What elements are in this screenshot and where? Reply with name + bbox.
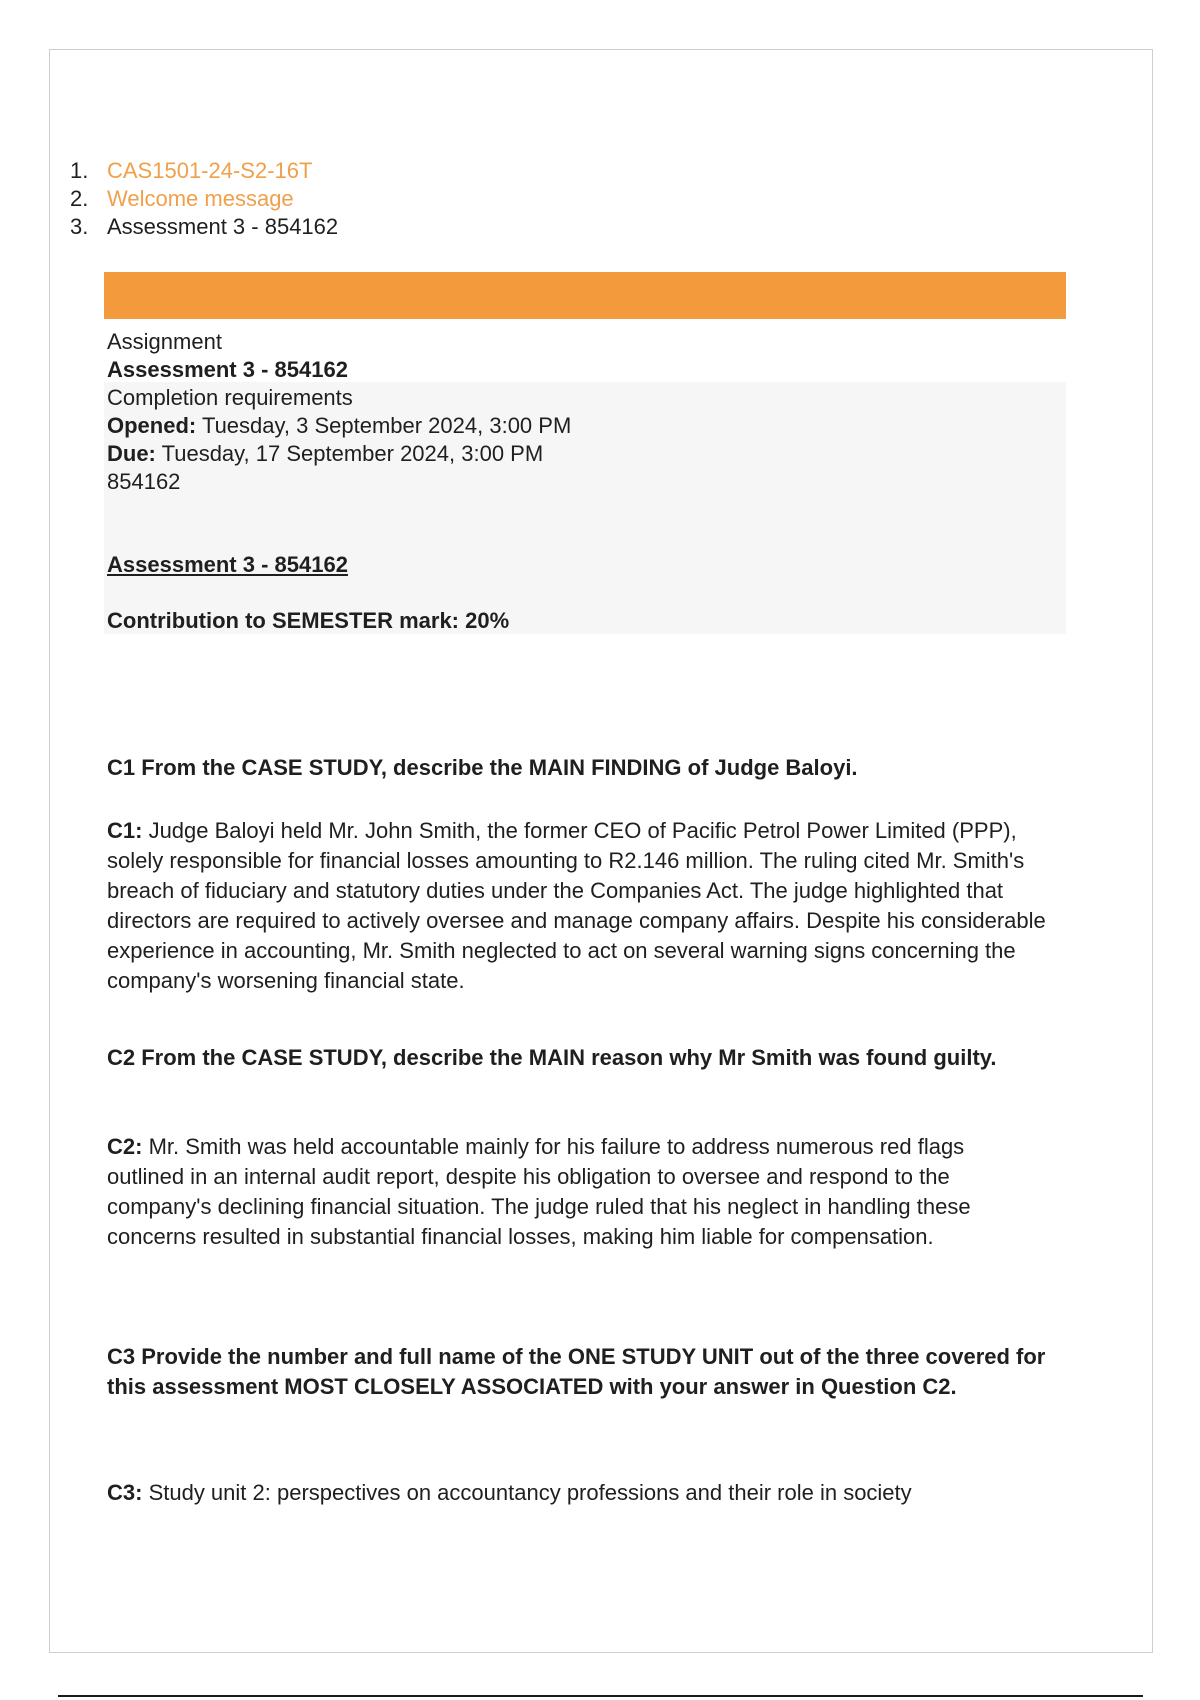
question-c2: C2 From the CASE STUDY, describe the MAIN reason why Mr Smith was found guilty. <box>107 1045 997 1070</box>
description-heading: Assessment 3 - 854162 <box>107 552 348 577</box>
answer-c2: C2: Mr. Smith was held accountable mainly for his failure to address numerous red flags outlined in an internal audit report, despite his obligation to oversee and respond to the company's declining financial situation. The judge ruled that his neglect in handling these concerns resulted in substantial financial losses, making him liable for compensation. <box>107 1134 971 1249</box>
answer-c1: C1: Judge Baloyi held Mr. John Smith, the former CEO of Pacific Petrol Power Limited (PPP), solely responsible for financial losses amounting to R2.146 million. The ruling cited Mr. Smith's breach of fiduciary and statutory duties under the Companies Act. The judge highlighted that directors are required to actively oversee and manage company affairs. Despite his considerable experience in accounting, Mr. Smith neglected to act on several warning signs concerning the company's worsening financial state. <box>107 818 1046 993</box>
question-c3: C3 Provide the number and full name of the ONE STUDY UNIT out of the three covered for this assessment MOST CLOSELY ASSOCIATED with your answer in Question C2. <box>107 1344 1046 1399</box>
activity-type-label: Assignment <box>107 329 222 354</box>
page-title: Assessment 3 - 854162 <box>107 357 348 382</box>
breadcrumb-item[interactable]: 2. Welcome message <box>70 186 294 211</box>
footer-divider <box>58 1695 1143 1697</box>
question-c1: C1 From the CASE STUDY, describe the MAIN FINDING of Judge Baloyi. <box>107 755 858 780</box>
breadcrumb <box>70 157 338 241</box>
due-date: Due: Tuesday, 17 September 2024, 3:00 PM <box>107 441 544 466</box>
breadcrumb-item[interactable]: 1. CAS1501-24-S2-16T <box>70 158 313 183</box>
header-banner <box>104 272 1066 319</box>
breadcrumb-link-course[interactable]: CAS1501-24-S2-16T <box>107 158 313 183</box>
breadcrumb-link-welcome[interactable]: Welcome message <box>107 186 294 211</box>
completion-requirements[interactable]: Completion requirements <box>107 385 353 410</box>
activity-header <box>107 328 1047 496</box>
breadcrumb-item: 3. Assessment 3 - 854162 <box>70 214 339 239</box>
contribution-text: Contribution to SEMESTER mark: 20% <box>107 608 510 633</box>
assessment-code: 854162 <box>107 469 181 494</box>
opened-date: Opened: Tuesday, 3 September 2024, 3:00 PM <box>107 413 572 438</box>
breadcrumb-current: Assessment 3 - 854162 <box>107 214 339 239</box>
answer-c3: C3: Study unit 2: perspectives on accountancy professions and their role in society <box>107 1480 912 1505</box>
